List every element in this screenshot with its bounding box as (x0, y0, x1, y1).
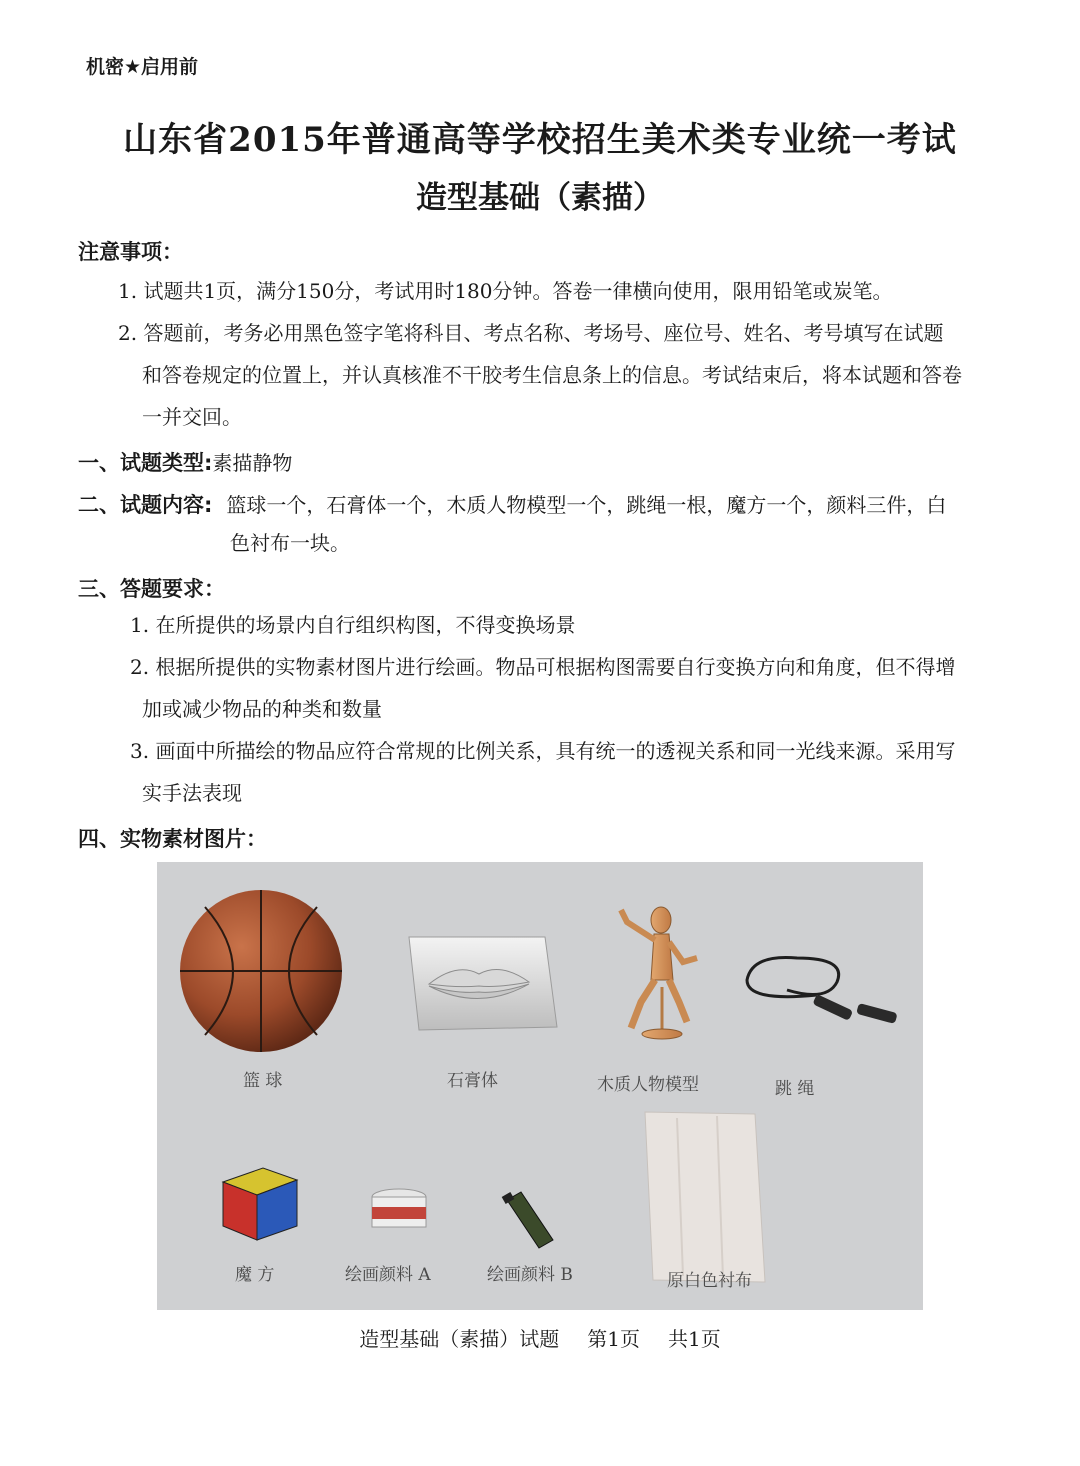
materials-illustration (157, 862, 923, 1310)
section-4-heading: 四、实物素材图片： (78, 827, 267, 851)
requirement-2-line-1: 2. 根据所提供的实物素材图片进行绘画。物品可根据构图需要自行变换方向和角度，但不得增 (130, 655, 956, 679)
caption-cloth: 原白色衬布 (667, 1271, 752, 1291)
paint-a-image (372, 1189, 426, 1227)
section-1 (78, 447, 292, 477)
footer-total: 共1页 (668, 1327, 721, 1351)
section-2-line-1: 篮球一个，石膏体一个，木质人物模型一个，跳绳一根，魔方一个，颜料三件，白 (226, 493, 947, 517)
caption-mannequin: 木质人物模型 (597, 1075, 699, 1095)
section-2-line-2: 色衬布一块。 (230, 531, 350, 555)
caption-paint-a: 绘画颜料 A (345, 1265, 431, 1285)
caption-paint-b: 绘画颜料 B (487, 1265, 573, 1285)
paint-b-image (502, 1192, 553, 1248)
rubiks-cube-image (223, 1168, 297, 1240)
caption-cube: 魔 方 (235, 1265, 275, 1285)
requirement-3-line-2: 实手法表现 (142, 781, 242, 805)
exam-title: 山东省2015年普通高等学校招生美术类专业统一考试 (123, 120, 957, 160)
plaster-lips-image (409, 937, 557, 1030)
section-2-heading: 二、试题内容: (78, 493, 213, 517)
notice-item-2-line-1: 2. 答题前，考务必用黑色签字笔将科目、考点名称、考场号、座位号、姓名、考号填写在试题 (118, 321, 944, 345)
exam-subtitle: 造型基础（素描） (416, 180, 664, 216)
footer-title: 造型基础（素描）试题 (359, 1327, 560, 1351)
section-3-heading: 三、答题要求： (78, 577, 225, 601)
requirement-2-line-2: 加或减少物品的种类和数量 (142, 697, 382, 721)
materials-photo (157, 862, 923, 1310)
notice-item-1: 1. 试题共1页，满分150分，考试用时180分钟。答卷一律横向使用，限用铅笔或炭笔。 (118, 279, 893, 303)
requirement-3-line-1: 3. 画面中所描绘的物品应符合常规的比例关系，具有统一的透视关系和同一光线来源。采用写 (130, 739, 956, 763)
confidential-label: 机密★启用前 (86, 56, 199, 78)
section-2 (78, 489, 946, 519)
section-1-heading: 一、试题类型: (78, 451, 213, 475)
caption-plaster: 石膏体 (447, 1071, 498, 1091)
caption-rope: 跳 绳 (775, 1079, 815, 1099)
footer-page: 第1页 (587, 1327, 640, 1351)
notice-heading: 注意事项： (78, 240, 183, 264)
notice-item-2-line-3: 一并交回。 (142, 405, 242, 429)
wooden-mannequin-image (621, 907, 697, 1039)
caption-basketball: 篮 球 (243, 1071, 283, 1091)
notice-item-2-line-2: 和答卷规定的位置上，并认真核准不干胶考生信息条上的信息。考试结束后，将本试题和答卷 (142, 363, 962, 387)
requirement-1: 1. 在所提供的场景内自行组织构图，不得变换场景 (130, 613, 576, 637)
basketball-image (180, 890, 342, 1052)
page-footer (0, 1323, 1080, 1352)
jump-rope-image (747, 957, 898, 1024)
white-cloth-image (645, 1112, 765, 1282)
section-1-text: 素描静物 (212, 451, 293, 475)
